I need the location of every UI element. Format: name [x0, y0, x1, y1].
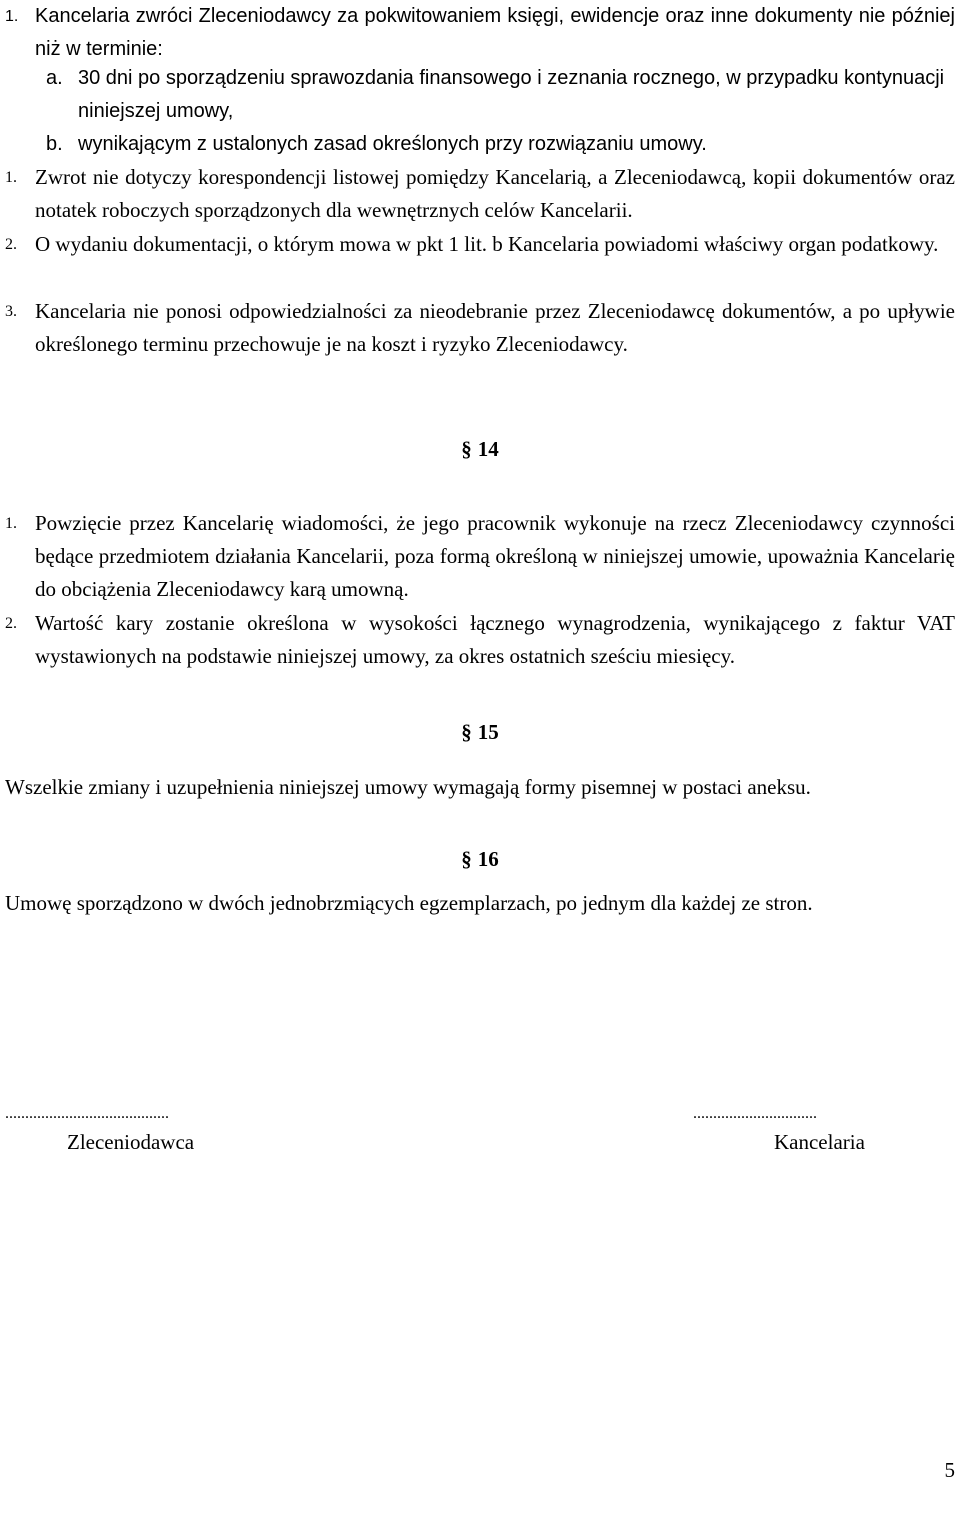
clause-item: [5, 161, 955, 227]
section-symbol: §: [461, 847, 472, 871]
section-heading-14: [0, 437, 960, 462]
sub-item-b: [46, 128, 955, 161]
item-text: Wartość kary zostanie określona w wysokości łącznego wynagrodzenia, wynikającego z faktur VAT wystawionych na podstawie niniejszej umowy, za okres ostatnich sześciu miesięcy.: [35, 611, 955, 668]
sub-item-label: b.: [46, 133, 63, 155]
item-number: 1.: [5, 8, 19, 25]
section-heading-15: [0, 720, 960, 745]
item-text: Kancelaria nie ponosi odpowiedzialności za nieodebranie przez Zleceniodawcę dokumentów, a po upływie określonego terminu przechowuje je na koszt i ryzyko Zleceniodawcy.: [35, 299, 955, 356]
sub-item-label: a.: [46, 67, 63, 89]
sub-item-a: [46, 62, 955, 128]
sub-item-text: 30 dni po sporządzeniu sprawozdania finansowego i zeznania rocznego, w przypadku kontynuacji niniejszej umowy,: [78, 67, 945, 122]
item-number: 1.: [5, 515, 17, 532]
section-16-text: Umowę sporządzono w dwóch jednobrzmiących egzemplarzach, po jednym dla każdej ze stron.: [5, 891, 813, 915]
item-number: 2.: [5, 236, 17, 253]
clause-item: [5, 507, 955, 606]
signature-label-office: Kancelaria: [774, 1130, 865, 1154]
clause-item: [5, 295, 955, 361]
sub-item-text: wynikającym z ustalonych zasad określonych przy rozwiązaniu umowy.: [78, 133, 707, 155]
signature-label-client: Zleceniodawca: [67, 1130, 195, 1154]
clause-item: [5, 228, 955, 261]
section-symbol: §: [461, 720, 472, 744]
item-number: 2.: [5, 615, 17, 632]
item-number: 3.: [5, 303, 17, 320]
section-number: 14: [477, 437, 499, 461]
item-number: 1.: [5, 169, 17, 186]
item-text: Kancelaria zwróci Zleceniodawcy za pokwitowaniem księgi, ewidencje oraz inne dokumenty nie później niż w terminie:: [35, 5, 955, 60]
section-symbol: §: [461, 437, 472, 461]
item-text: O wydaniu dokumentacji, o którym mowa w pkt 1 lit. b Kancelaria powiadomi właściwy organ podatkowy.: [35, 232, 939, 256]
section-number: 15: [477, 720, 499, 744]
section-heading-16: [0, 847, 960, 872]
page-number: 5: [944, 1458, 955, 1482]
item-text: Zwrot nie dotyczy korespondencji listowej pomiędzy Kancelarią, a Zleceniodawcą, kopii dokumentów oraz notatek roboczych sporządzonych dla wewnętrznych celów Kancelarii.: [35, 165, 955, 222]
section-15-text: Wszelkie zmiany i uzupełnienia niniejszej umowy wymagają formy pisemnej w postaci aneksu.: [5, 775, 811, 799]
item-text: Powzięcie przez Kancelarię wiadomości, że jego pracownik wykonuje na rzecz Zleceniodawcy czynności będące przedmiotem działania Kancelarii, poza formą określoną w niniejszej umowie, upoważnia Kancelarię do obciążenia Zleceniodawcy karą umowną.: [35, 511, 955, 601]
signature-line-right: ...............................: [693, 1105, 817, 1122]
return-clause: [5, 0, 955, 66]
signature-line-left: .........................................: [5, 1105, 169, 1122]
clause-item: [5, 607, 955, 673]
section-number: 16: [477, 847, 499, 871]
